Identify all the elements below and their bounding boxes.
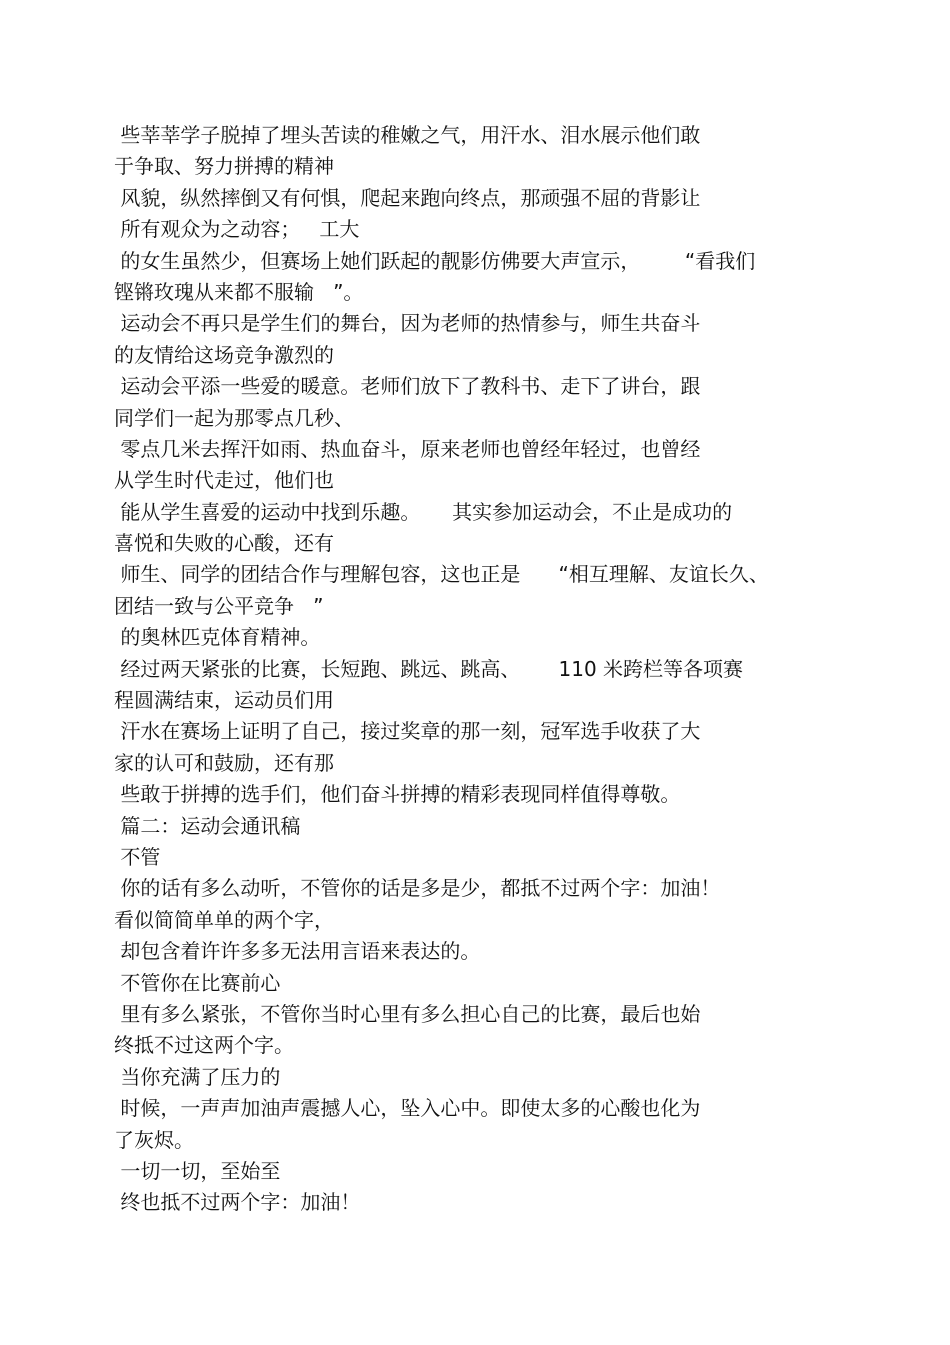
text-line: 终抵不过这两个字。 [114, 1033, 294, 1058]
text-line: 当你充满了压力的 [114, 1064, 281, 1089]
text-line: 同学们一起为那零点几秒、 [114, 405, 354, 430]
text-line: 些莘莘学子脱掉了埋头苦读的稚嫩之气，用汗水、泪水展示他们敢 [114, 123, 701, 147]
text-line: 运动会不再只是学生们的舞台，因为老师的热情参与，师生共奋斗 [114, 311, 701, 336]
text-line: 风貌，纵然摔倒又有何惧，爬起来跑向终点，那顽强不屈的背影让 [114, 185, 701, 210]
text-line: 的女生虽然少，但赛场上她们跃起的靓影仿佛要大声宣示， “看我们 [114, 248, 756, 273]
text-line: 师生、同学的团结合作与理解包容，这也正是 “相互理解、友谊长久、 [114, 562, 769, 587]
text-line: 经过两天紧张的比赛，长短跑、跳远、跳高、 110 米跨栏等各项赛 [114, 656, 744, 681]
text-line: 时候，一声声加油声震撼人心，坠入心中。即使太多的心酸也化为 [114, 1096, 701, 1121]
section-heading: 篇二：运动会通讯稿 [114, 813, 301, 838]
text-line: 从学生时代走过，他们也 [114, 468, 334, 493]
text-line: 汗水在赛场上证明了自己，接过奖章的那一刻，冠军选手收获了大 [114, 719, 701, 744]
text-line: 于争取、努力拼搏的精神 [114, 154, 334, 179]
text-line: 却包含着许许多多无法用言语来表达的。 [114, 939, 481, 964]
text-line: 的奥林匹克体育精神。 [114, 625, 321, 650]
text-line: 些敢于拼搏的选手们，他们奋斗拼搏的精彩表现同样值得尊敬。 [114, 782, 681, 807]
text-line: 能从学生喜爱的运动中找到乐趣。 其实参加运动会，不止是成功的 [114, 499, 733, 524]
text-line: 喜悦和失败的心酸，还有 [114, 531, 334, 556]
text-line: 终也抵不过两个字：加油！ [114, 1190, 361, 1215]
text-line: 家的认可和鼓励，还有那 [114, 750, 334, 775]
text-line: 看似简简单单的两个字， [114, 907, 334, 932]
text-line: 不管你在比赛前心 [114, 970, 281, 995]
text-line: 的友情给这场竞争激烈的 [114, 342, 334, 367]
text-line: 铿锵玫瑰从来都不服输 ”。 [114, 279, 364, 304]
body-text [114, 120, 834, 1219]
text-line: 程圆满结束，运动员们用 [114, 688, 334, 713]
text-line: 团结一致与公平竞争 ” [114, 593, 324, 618]
text-line: 零点几米去挥汗如雨、热血奋斗，原来老师也曾经年轻过，也曾经 [114, 436, 701, 461]
text-line: 你的话有多么动听，不管你的话是多是少，都抵不过两个字：加油！ [114, 876, 721, 901]
text-line: 一切一切，至始至 [114, 1158, 281, 1183]
text-line: 所有观众为之动容； 工大 [114, 217, 360, 242]
text-line: 里有多么紧张，不管你当时心里有多么担心自己的比赛，最后也始 [114, 1001, 701, 1026]
text-line: 了灰烬。 [114, 1127, 194, 1152]
text-line: 运动会平添一些爱的暖意。老师们放下了教科书、走下了讲台，跟 [114, 374, 701, 399]
text-line: 不管 [114, 844, 161, 869]
